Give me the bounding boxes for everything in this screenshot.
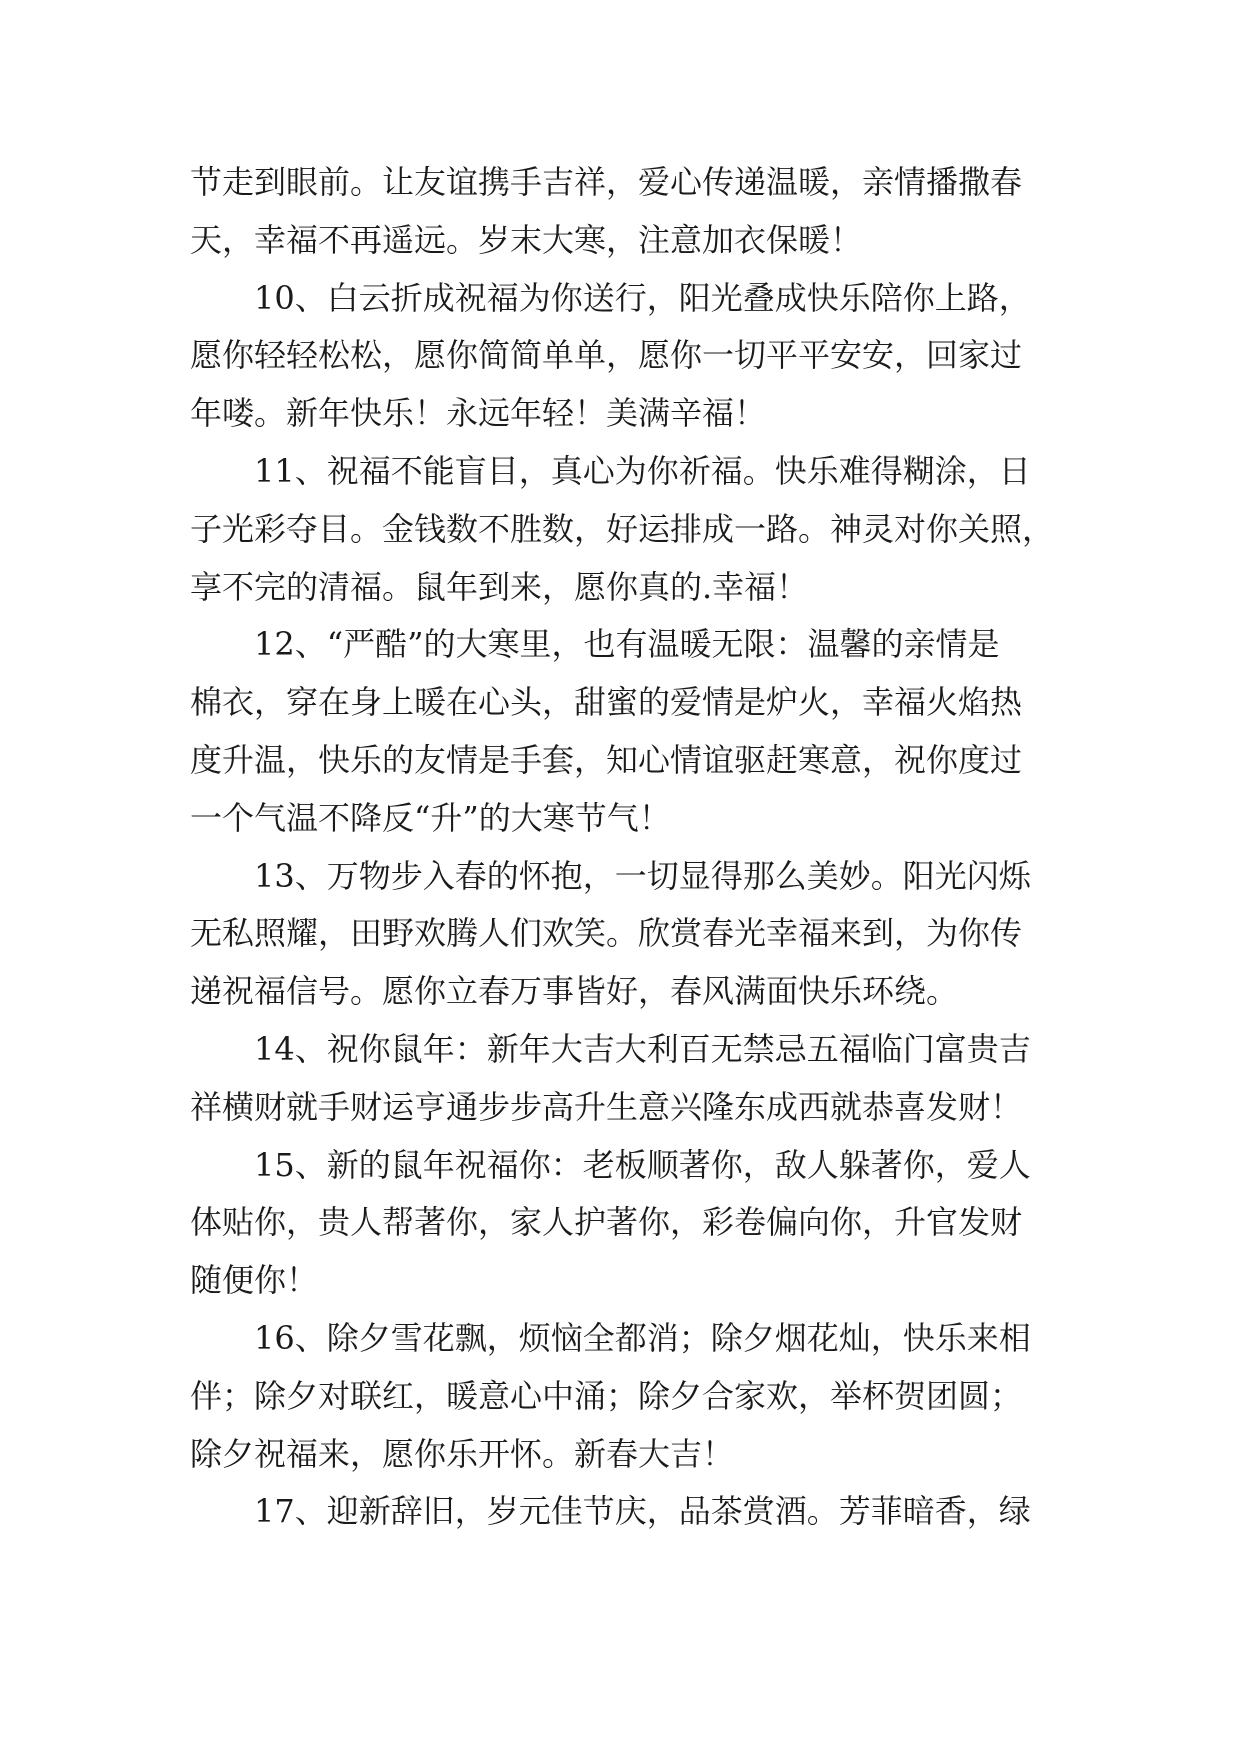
text-line: 递祝福信号。愿你立春万事皆好，春风满面快乐环绕。	[190, 972, 959, 1011]
text-line: 12、“严酷”的大寒里，也有温暖无限：温馨的亲情是	[254, 625, 1000, 664]
text-line: 体贴你，贵人帮著你，家人护著你，彩卷偏向你，升官发财	[190, 1203, 1023, 1242]
text-line: 子光彩夺目。金钱数不胜数，好运排成一路。神灵对你关照，	[190, 509, 1055, 548]
text-line: 享不完的清福。鼠年到来，愿你真的.幸福！	[190, 567, 809, 606]
text-line: 16、除夕雪花飘，烦恼全都消；除夕烟花灿，快乐来相	[254, 1318, 1031, 1357]
text-line: 13、万物步入春的怀抱，一切显得那么美妙。阳光闪烁	[254, 856, 1031, 895]
text-line: 随便你！	[190, 1261, 319, 1300]
text-line: 度升温，快乐的友情是手套，知心情谊驱赶寒意，祝你度过	[190, 740, 1023, 779]
text-line: 伴；除夕对联红，暖意心中涌；除夕合家欢，举杯贺团圆；	[190, 1376, 1023, 1415]
text-line: 14、祝你鼠年：新年大吉大利百无禁忌五福临门富贵吉	[254, 1029, 1031, 1068]
text-line: 棉衣，穿在身上暖在心头，甜蜜的爱情是炉火，幸福火焰热	[190, 683, 1023, 722]
text-line: 无私照耀，田野欢腾人们欢笑。欣赏春光幸福来到，为你传	[190, 914, 1023, 953]
text-line: 除夕祝福来，愿你乐开怀。新春大吉！	[190, 1434, 735, 1473]
text-line: 17、迎新辞旧，岁元佳节庆，品茶赏酒。芳菲暗香，绿	[254, 1492, 1031, 1531]
text-line: 11、祝福不能盲目，真心为你祈福。快乐难得糊涂，日	[254, 451, 1031, 490]
text-line: 天，幸福不再遥远。岁末大寒，注意加衣保暖！	[190, 220, 863, 259]
text-line: 一个气温不降反“升”的大寒节气！	[190, 798, 671, 837]
document-body	[190, 154, 1070, 1541]
text-line: 节走到眼前。让友谊携手吉祥，爱心传递温暖，亲情播撒春	[190, 163, 1023, 201]
text-line: 年喽。新年快乐！永远年轻！美满辛福！	[190, 394, 767, 433]
text-line: 愿你轻轻松松，愿你简简单单，愿你一切平平安安，回家过	[190, 336, 1023, 375]
text-line: 15、新的鼠年祝福你：老板顺著你，敌人躲著你，爱人	[254, 1145, 1031, 1184]
text-line: 10、白云折成祝福为你送行，阳光叠成快乐陪你上路，	[254, 278, 1031, 317]
text-line: 祥横财就手财运亨通步步高升生意兴隆东成西就恭喜发财！	[190, 1087, 1023, 1126]
